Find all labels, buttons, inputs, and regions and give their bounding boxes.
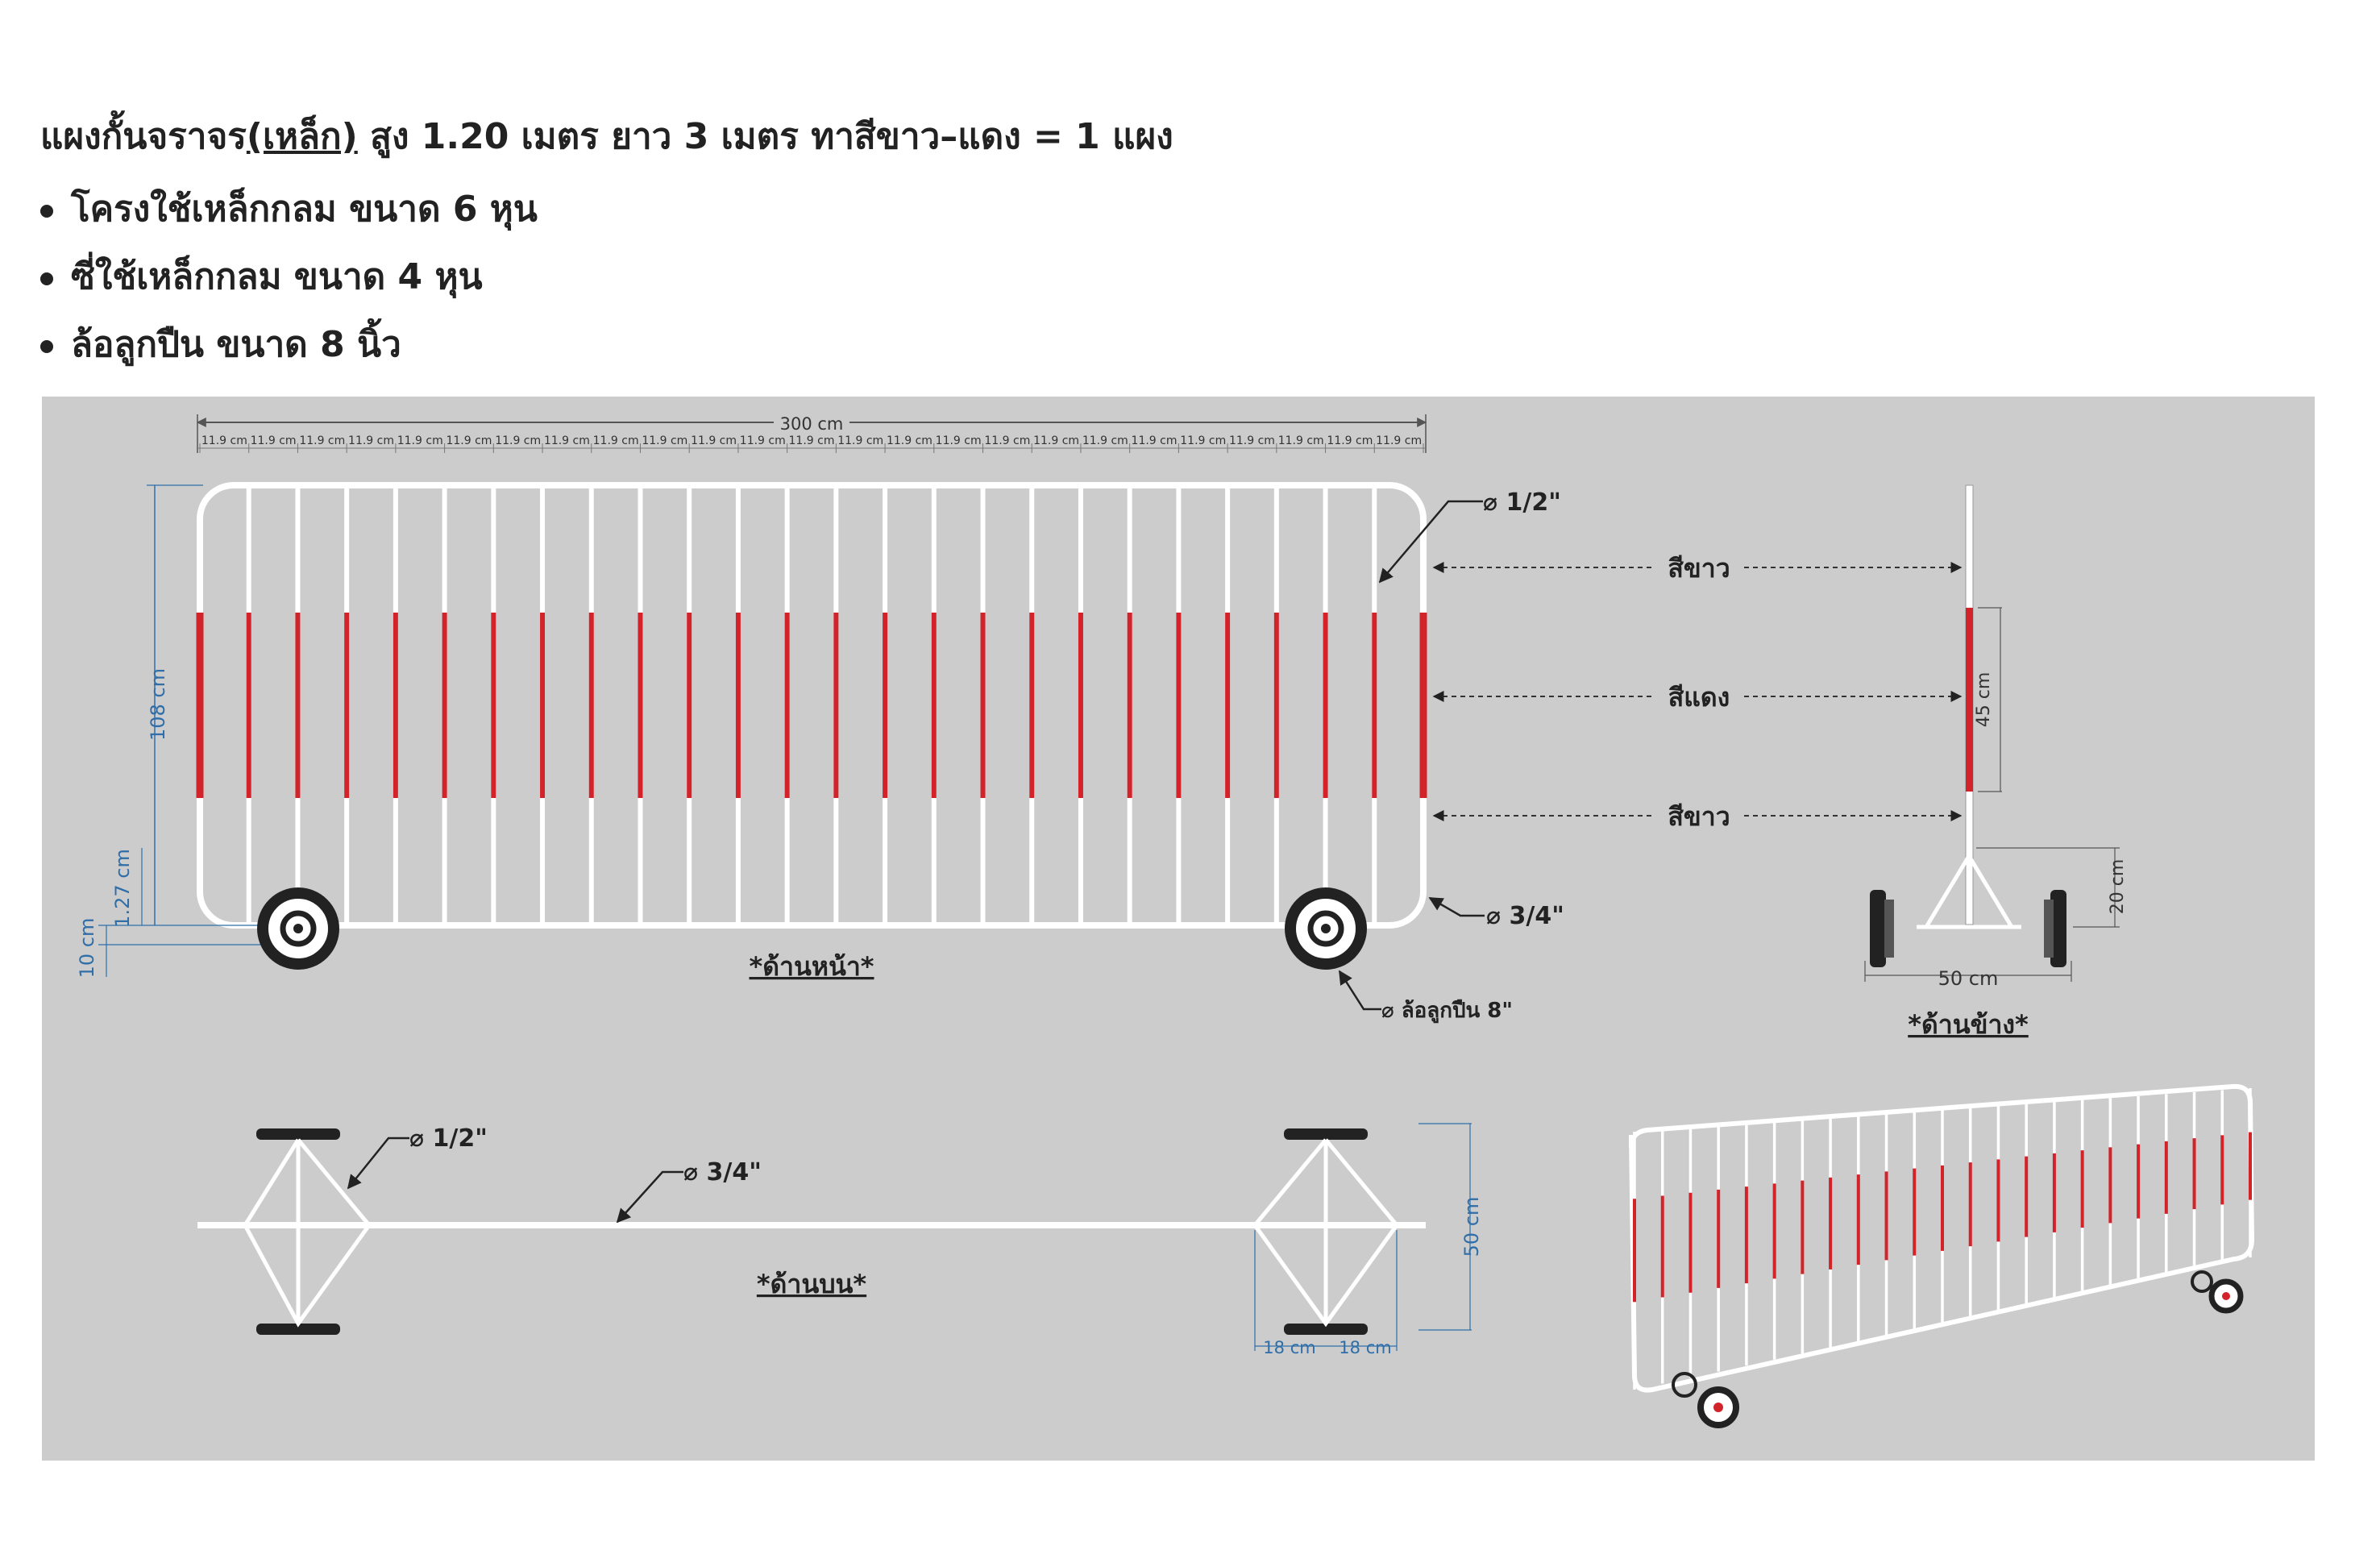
spacing-label: 11.9 cm [1131,434,1178,447]
page-title: แผงกั้นจราจร(เหล็ก) สูง 1.20 เมตร ยาว 3 เมตร ทาสีขาว–แดง = 1 แผง [40,116,1173,157]
pipe-small-label: ⌀ 1/2" [1483,488,1561,517]
wheel-label: ⌀ ล้อลูกปืน 8" [1381,999,1513,1023]
spacing-label: 11.9 cm [348,434,395,447]
side-red-band [1966,608,1973,792]
spacing-label: 11.9 cm [642,434,688,447]
spacing-label: 11.9 cm [299,434,346,447]
spacing-label: 11.9 cm [201,434,247,447]
spacing-label: 11.9 cm [837,434,884,447]
lower-dim-label: 1.27 cm [111,849,134,928]
spacing-label: 11.9 cm [1228,434,1275,447]
spacing-label: 11.9 cm [446,434,492,447]
spacing-label: 11.9 cm [1277,434,1324,447]
front-caption: *ด้านหน้า* [749,951,874,982]
pipe-large-label: ⌀ 3/4" [1486,902,1564,930]
spacing-label: 11.9 cm [592,434,639,447]
red-dim-label: 45 cm [1974,671,1994,728]
spec-header [40,113,1652,389]
spacing-label: 11.9 cm [543,434,590,447]
spacing-label: 11.9 cm [1033,434,1080,447]
bottom-dim-label: 10 cm [76,917,98,979]
spacing-label: 11.9 cm [250,434,297,447]
spec-wheels: ล้อลูกปืน ขนาด 8 นิ้ว [40,321,1652,369]
side-caption: *ด้านข้าง* [1908,1009,2029,1040]
spacing-label: 11.9 cm [1376,434,1423,447]
width-dim-label: 300 cm [779,414,844,434]
width-dim-label: 50 cm [1938,967,1999,990]
spacing-label: 11.9 cm [691,434,737,447]
spacing-label: 11.9 cm [397,434,443,447]
side-wheel-right-hub [2044,900,2054,958]
white-bottom-label: สีขาว [1668,801,1730,832]
white-top-label: สีขาว [1668,553,1730,584]
spacing-label: 11.9 cm [495,434,542,447]
spacing-label: 11.9 cm [935,434,982,447]
spec-frame: โครงใช้เหล็กกลม ขนาด 6 หุน [40,185,1652,234]
side-wheel-left [1870,890,1886,967]
spacing-label: 11.9 cm [788,434,835,447]
wheel-left [263,893,334,964]
base-dim-label: 20 cm [2108,858,2128,915]
spacing-label: 11.9 cm [1082,434,1128,447]
top-caption: *ด้านบน* [756,1269,867,1299]
top-offset-right-label: 18 cm [1339,1338,1392,1357]
top-pipe-large-label: ⌀ 3/4" [683,1158,762,1187]
bullet-icon [40,272,53,285]
top-width-dim-label: 50 cm [1460,1196,1483,1257]
height-dim-label: 108 cm [147,667,169,742]
side-wheel-left-hub [1884,900,1894,958]
red-label: สีแดง [1668,682,1730,713]
spacing-label: 11.9 cm [984,434,1031,447]
top-offset-left-label: 18 cm [1263,1338,1316,1357]
barrier-drawing [42,397,2315,1461]
spacing-label: 11.9 cm [1180,434,1227,447]
top-pipe-small-label: ⌀ 1/2" [409,1124,488,1153]
bullet-icon [40,205,53,218]
spec-spokes: ซี่ใช้เหล็กกลม ขนาด 4 หุน [40,253,1652,301]
wheel-right [1290,893,1361,964]
spacing-label: 11.9 cm [886,434,932,447]
bullet-icon [40,340,53,353]
spacing-label: 11.9 cm [739,434,786,447]
spacing-label: 11.9 cm [1327,434,1373,447]
